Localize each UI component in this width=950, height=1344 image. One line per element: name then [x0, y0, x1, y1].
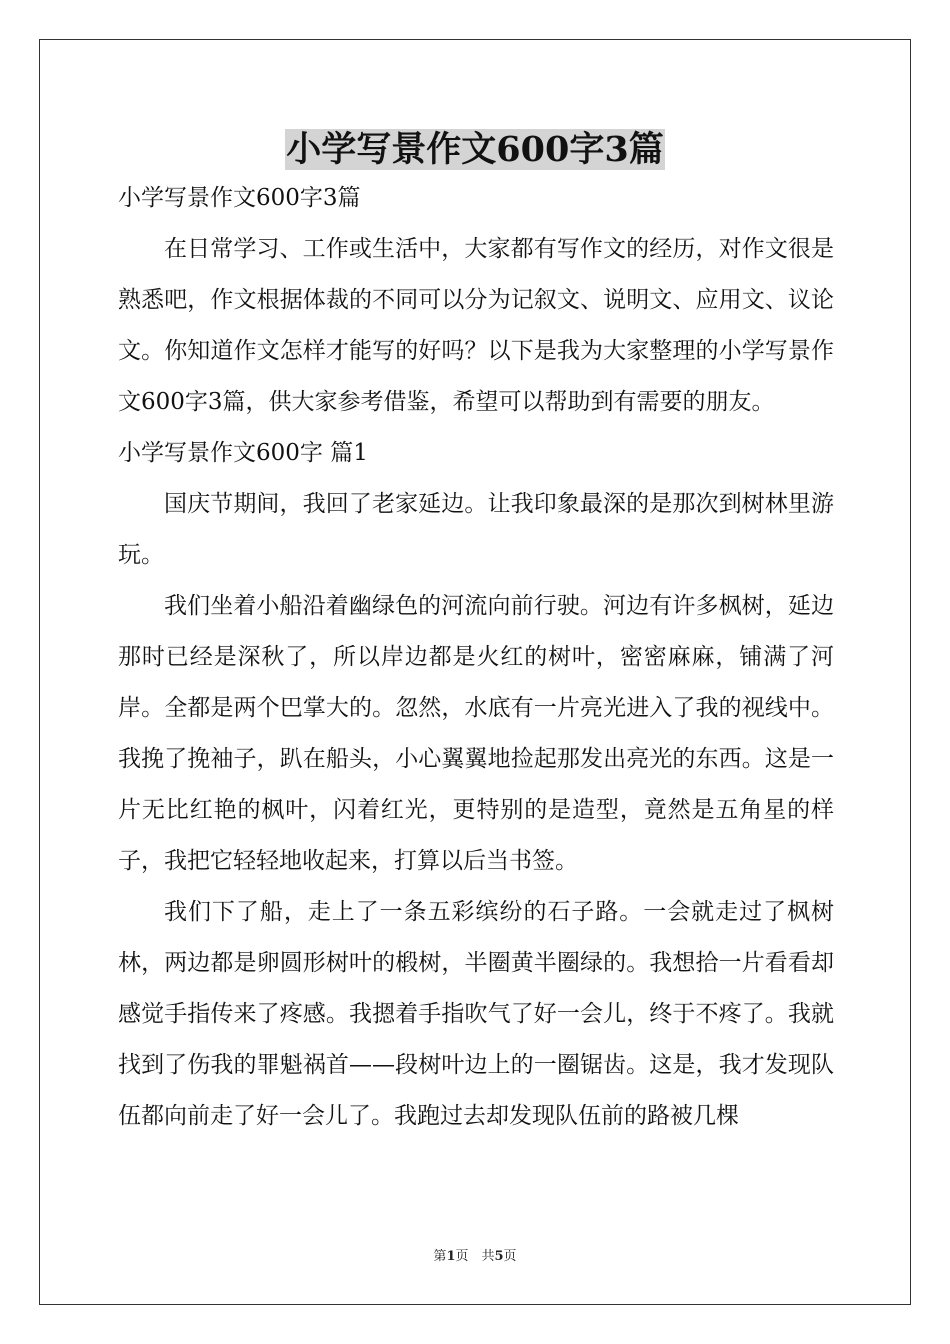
paragraph: 我们坐着小船沿着幽绿色的河流向前行驶。河边有许多枫树，延边那时已经是深秋了，所以岸边都是火红的树叶，密密麻麻，铺满了河岸。全都是两个巴掌大的。忽然，水底有一片亮光进入了我的视线中。我挽了挽袖子，趴在船头，小心翼翼地捡起那发出亮光的东西。这是一片无比红艳的枫叶，闪着红光，更特别的是造型，竟然是五角星的样子，我把它轻轻地收起来，打算以后当书签。 — [118, 593, 834, 874]
section-heading: 小学写景作文600字 篇1 — [118, 440, 368, 466]
paragraph: 我们下了船，走上了一条五彩缤纷的石子路。一会就走过了枫树林，两边都是卵圆形树叶的椴树，半圈黄半圈绿的。我想拾一片看看却感觉手指传来了疼感。我摁着手指吹气了好一会儿，终于不疼了。我就找到了伤我的罪魁祸首——段树叶边上的一圈锯齿。这是，我才发现队伍都向前走了好一会儿了。我跑过去却发现队伍前的路被几棵 — [118, 899, 834, 1129]
paragraph-intro: 在日常学习、工作或生活中，大家都有写作文的经历，对作文很是熟悉吧，作文根据体裁的不同可以分为记叙文、说明文、应用文、议论文。你知道作文怎样才能写的好吗？以下是我为大家整理的小学写景作文600字3篇，供大家参考借鉴，希望可以帮助到有需要的朋友。 — [118, 236, 834, 415]
document-title-text: 小学写景作文600字3篇 — [286, 129, 664, 170]
document-body — [118, 173, 834, 1142]
paragraph-subtitle: 小学写景作文600字3篇 — [118, 185, 361, 211]
current-page-number: 1 — [446, 1249, 456, 1264]
page-number-middle: 页 共 — [455, 1249, 495, 1264]
document-title — [0, 124, 950, 176]
page-footer — [0, 1245, 950, 1264]
total-page-number: 5 — [494, 1249, 504, 1264]
paragraph: 国庆节期间，我回了老家延边。让我印象最深的是那次到树林里游玩。 — [118, 491, 834, 568]
page-number-suffix: 页 — [503, 1249, 517, 1264]
page-number-prefix: 第 — [433, 1249, 447, 1264]
